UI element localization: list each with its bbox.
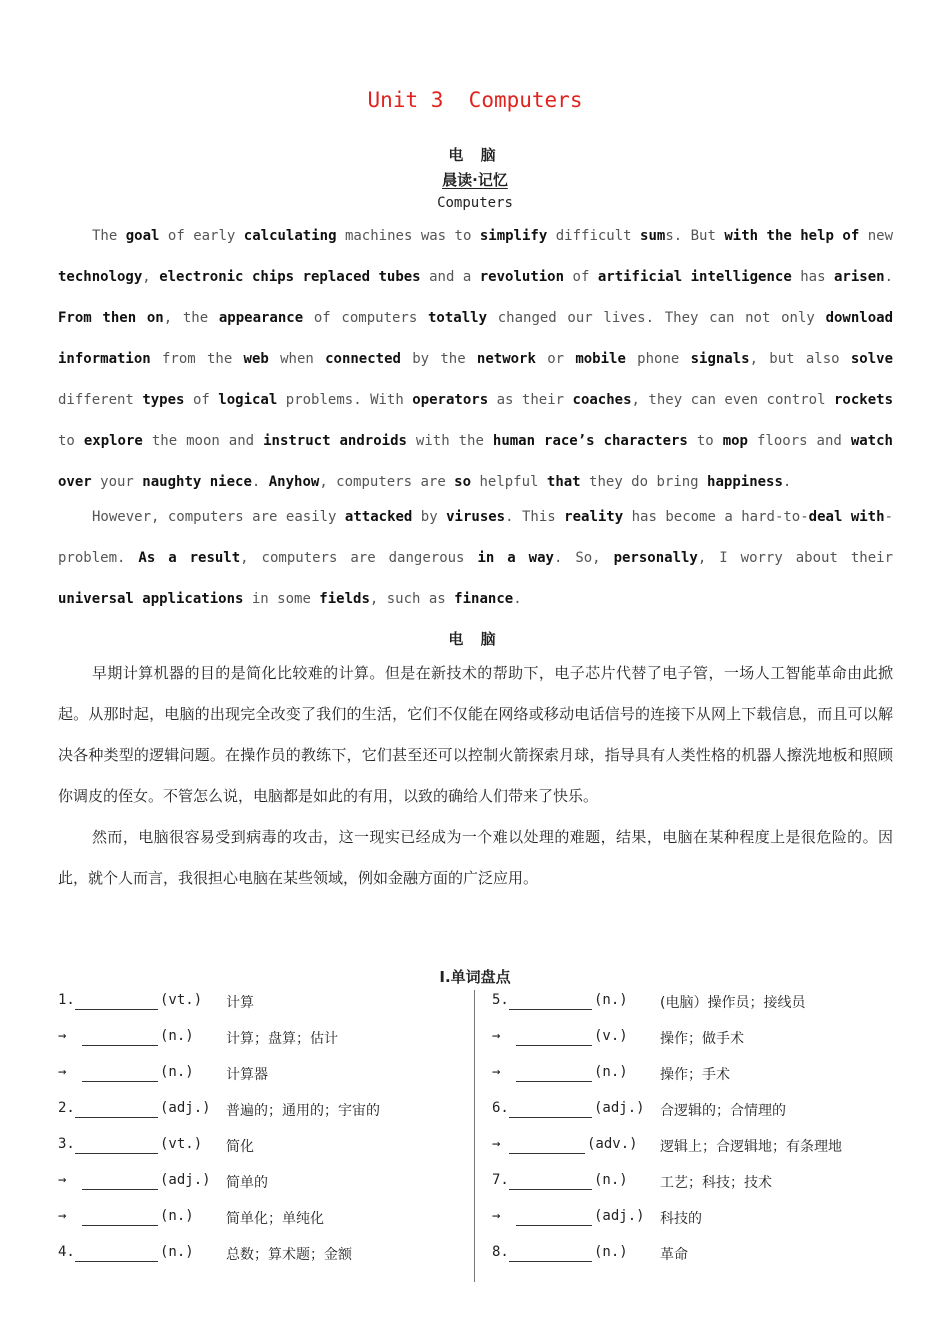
key-phrase: totally — [428, 310, 488, 326]
part-of-speech: (adj.) — [594, 1100, 645, 1116]
unit-title: Unit 3 Computers — [367, 88, 583, 112]
answer-blank[interactable] — [75, 993, 158, 1010]
key-phrase: fields — [319, 591, 370, 607]
key-phrase: that — [546, 474, 581, 490]
vocab-section-title: I.单词盘点 — [439, 968, 511, 986]
chinese-heading: 电 脑 — [448, 146, 502, 164]
key-phrase: personally — [613, 550, 698, 566]
passage-text: , but also — [749, 351, 851, 367]
key-phrase: mop — [722, 433, 748, 449]
key-phrase: mobile — [575, 351, 626, 367]
passage-text: , computers are — [319, 474, 455, 490]
key-phrase: As a result — [138, 550, 241, 566]
key-phrase: From then on — [58, 310, 164, 326]
derivative-arrow: → — [492, 1064, 501, 1080]
vocab-column-right — [492, 990, 912, 1278]
passage-text: phone — [625, 351, 691, 367]
passage-text: machines was to — [336, 228, 480, 244]
column-divider — [474, 990, 475, 1282]
passage-text: , they can even control — [631, 392, 834, 408]
answer-blank[interactable] — [509, 1173, 592, 1190]
passage-text: of — [184, 392, 219, 408]
passage-text: of computers — [303, 310, 428, 326]
passage-text: , such as — [369, 591, 455, 607]
chinese-meaning: 革命 — [660, 1247, 688, 1263]
passage-text: to — [687, 433, 723, 449]
item-number: 6. — [492, 1100, 509, 1116]
chinese-meaning: 计算器 — [226, 1067, 268, 1083]
derivative-arrow: → — [492, 1028, 501, 1044]
vocab-column-left — [58, 990, 478, 1278]
vocab-item — [492, 1242, 912, 1278]
part-of-speech: (n.) — [160, 1244, 194, 1260]
part-of-speech: (n.) — [594, 992, 628, 1008]
item-number: 5. — [492, 992, 509, 1008]
vocab-item — [492, 1170, 912, 1206]
passage-text: , computers are dangerous — [240, 550, 478, 566]
key-phrase: download — [825, 310, 893, 326]
passage-text: floors and — [748, 433, 851, 449]
passage-text: from the — [150, 351, 244, 367]
part-of-speech: (adj.) — [594, 1208, 645, 1224]
answer-blank[interactable] — [509, 1101, 592, 1118]
key-phrase: web — [243, 351, 269, 367]
part-of-speech: (v.) — [594, 1028, 628, 1044]
passage-text: new — [859, 228, 893, 244]
part-of-speech: (adj.) — [160, 1100, 211, 1116]
chinese-meaning: 操作；手术 — [660, 1067, 730, 1083]
key-phrase: revolution — [479, 269, 565, 285]
english-paragraph-2 — [58, 497, 893, 620]
vocab-item — [492, 1206, 912, 1242]
key-phrase: happiness — [707, 474, 783, 490]
english-heading: Computers — [437, 195, 513, 211]
key-phrase: deal with — [808, 509, 885, 525]
key-phrase: solve — [850, 351, 894, 367]
english-paragraph-1 — [58, 216, 893, 503]
chinese-meaning: 总数；算术题；金额 — [226, 1247, 352, 1263]
chinese-meaning: 科技的 — [660, 1211, 702, 1227]
chinese-meaning: 操作；做手术 — [660, 1031, 744, 1047]
key-phrase: types — [142, 392, 185, 408]
item-number: 3. — [58, 1136, 75, 1152]
passage-text: has — [791, 269, 834, 285]
vocab-item — [492, 990, 912, 1026]
vocab-item — [58, 1242, 478, 1278]
part-of-speech: (adj.) — [160, 1172, 211, 1188]
key-phrase: arisen — [833, 269, 885, 285]
item-number: 7. — [492, 1172, 509, 1188]
passage-text: , the — [163, 310, 219, 326]
key-phrase: information — [58, 351, 151, 367]
item-number: 1. — [58, 992, 75, 1008]
passage-text: However, computers are easily — [92, 509, 345, 525]
chinese-meaning: 普遍的；通用的；宇宙的 — [226, 1103, 380, 1119]
part-of-speech: (vt.) — [160, 992, 203, 1008]
chinese-meaning: (电脑）操作员；接线员 — [660, 995, 806, 1011]
answer-blank[interactable] — [82, 1065, 158, 1082]
passage-text: they do bring — [580, 474, 708, 490]
chinese-paragraph-2: 然而，电脑很容易受到病毒的攻击，这一现实已经成为一个难以处理的难题，结果，电脑在某种程度上是很危险的。因此，就个人而言，我很担心电脑在某些领域，例如金融方面的广泛应用。 — [58, 828, 893, 887]
chinese-meaning: 计算；盘算；估计 — [226, 1031, 338, 1047]
key-phrase: network — [476, 351, 536, 367]
key-phrase: in a way — [477, 550, 554, 566]
key-phrase: over — [58, 474, 92, 490]
vocab-item — [492, 1134, 912, 1170]
passage-text: in some — [243, 591, 320, 607]
part-of-speech: (n.) — [594, 1172, 628, 1188]
chinese-heading-2: 电 脑 — [448, 630, 502, 648]
answer-blank[interactable] — [82, 1029, 158, 1046]
derivative-arrow: → — [58, 1064, 67, 1080]
passage-text: of early — [159, 228, 244, 244]
passage-text: . — [884, 269, 893, 285]
key-phrase: human race’s characters — [492, 433, 688, 449]
vocab-item — [58, 1062, 478, 1098]
passage-text: helpful — [471, 474, 547, 490]
key-phrase: connected — [325, 351, 401, 367]
key-phrase: so — [454, 474, 472, 490]
vocab-item — [58, 1098, 478, 1134]
english-passage — [58, 216, 893, 620]
chinese-paragraph-1: 早期计算机器的目的是简化比较难的计算。但是在新技术的帮助下，电子芯片代替了电子管，一场人工智能革命由此掀起。从那时起，电脑的出现完全改变了我们的生活，它们不仅能在网络或移动电话信号的连接下从网上下载信息，而且可以解决各种类型的逻辑问题。在操作员的教练下，它们甚至还可以控制火箭探索月球，指导具有人类性格的机器人擦洗地板和照顾你调皮的侄女。不管怎么说，电脑都是如此的有用，以致的确给人们带来了快乐。 — [58, 664, 893, 805]
passage-text: , — [142, 269, 160, 285]
morning-reading-heading: 晨读·记忆 — [442, 171, 508, 189]
key-phrase: electronic chips replaced tubes — [159, 269, 421, 285]
part-of-speech: (vt.) — [160, 1136, 203, 1152]
key-phrase: operators — [412, 392, 489, 408]
answer-blank[interactable] — [509, 993, 592, 1010]
passage-text: as their — [488, 392, 573, 408]
key-phrase: signals — [690, 351, 750, 367]
answer-blank[interactable] — [516, 1029, 592, 1046]
passage-text: when — [268, 351, 326, 367]
passage-text: . So, — [553, 550, 614, 566]
passage-text: with the — [406, 433, 493, 449]
key-phrase: Anyhow — [268, 474, 320, 490]
item-number: 8. — [492, 1244, 509, 1260]
passage-text: and a — [420, 269, 480, 285]
answer-blank[interactable] — [75, 1137, 158, 1154]
key-phrase: sum — [640, 228, 666, 244]
passage-text: . — [513, 591, 522, 607]
key-phrase: appearance — [218, 310, 304, 326]
key-phrase: artificial intelligence — [597, 269, 792, 285]
key-phrase: reality — [564, 509, 624, 525]
passage-text: has become a hard-to- — [623, 509, 809, 525]
item-number: 2. — [58, 1100, 75, 1116]
passage-text: . — [782, 474, 792, 490]
key-phrase: attacked — [344, 509, 413, 525]
key-phrase: watch — [850, 433, 893, 449]
key-phrase: viruses — [446, 509, 506, 525]
chinese-meaning: 合逻辑的；合情理的 — [660, 1103, 786, 1119]
passage-text: -problem. — [58, 509, 893, 566]
vocab-item — [58, 990, 478, 1026]
part-of-speech: (n.) — [594, 1244, 628, 1260]
key-phrase: simplify — [479, 228, 548, 244]
key-phrase: finance — [454, 591, 514, 607]
vocab-item — [58, 1170, 478, 1206]
chinese-meaning: 简单化；单纯化 — [226, 1211, 324, 1227]
key-phrase: explore — [83, 433, 143, 449]
answer-blank[interactable] — [82, 1173, 158, 1190]
key-phrase: naughty niece — [142, 474, 252, 490]
vocab-item — [492, 1062, 912, 1098]
vocab-item — [58, 1134, 478, 1170]
vocab-item — [492, 1026, 912, 1062]
passage-text: of — [564, 269, 598, 285]
derivative-arrow: → — [492, 1136, 501, 1152]
passage-text: , I worry about their — [697, 550, 893, 566]
passage-text: difficult — [547, 228, 641, 244]
passage-text: the moon and — [142, 433, 264, 449]
passage-text: s. But — [665, 228, 725, 244]
chinese-meaning: 工艺；科技；技术 — [660, 1175, 772, 1191]
derivative-arrow: → — [58, 1028, 67, 1044]
passage-text: by — [412, 509, 447, 525]
part-of-speech: (n.) — [160, 1208, 194, 1224]
part-of-speech: (n.) — [594, 1064, 628, 1080]
answer-blank[interactable] — [82, 1209, 158, 1226]
passage-text: your — [91, 474, 143, 490]
part-of-speech: (adv.) — [587, 1136, 638, 1152]
key-phrase: universal applications — [58, 591, 244, 607]
derivative-arrow: → — [58, 1208, 67, 1224]
part-of-speech: (n.) — [160, 1028, 194, 1044]
passage-text: or — [535, 351, 576, 367]
passage-text: different — [58, 392, 143, 408]
passage-text: . — [251, 474, 269, 490]
chinese-meaning: 简化 — [226, 1139, 254, 1155]
key-phrase: coaches — [572, 392, 632, 408]
derivative-arrow: → — [492, 1208, 501, 1224]
item-number: 4. — [58, 1244, 75, 1260]
answer-blank[interactable] — [75, 1101, 158, 1118]
derivative-arrow: → — [58, 1172, 67, 1188]
passage-text: by the — [400, 351, 477, 367]
key-phrase: rockets — [834, 392, 894, 408]
chinese-passage — [58, 653, 893, 899]
passage-text: The — [92, 228, 126, 244]
answer-blank[interactable] — [509, 1245, 592, 1262]
vocab-item — [58, 1026, 478, 1062]
key-phrase: calculating — [243, 228, 337, 244]
key-phrase: goal — [125, 228, 160, 244]
vocab-item — [492, 1098, 912, 1134]
answer-blank[interactable] — [516, 1209, 592, 1226]
passage-text: to — [58, 433, 84, 449]
passage-text: . This — [505, 509, 565, 525]
answer-blank[interactable] — [75, 1245, 158, 1262]
chinese-meaning: 计算 — [226, 995, 254, 1011]
key-phrase: logical — [218, 392, 278, 408]
passage-text: problems. With — [277, 392, 413, 408]
key-phrase: instruct androids — [263, 433, 407, 449]
vocab-item — [58, 1206, 478, 1242]
answer-blank[interactable] — [509, 1137, 585, 1154]
part-of-speech: (n.) — [160, 1064, 194, 1080]
chinese-meaning: 逻辑上；合逻辑地；有条理地 — [660, 1139, 842, 1155]
key-phrase: with the help of — [724, 228, 860, 244]
key-phrase: technology — [58, 269, 143, 285]
chinese-meaning: 简单的 — [226, 1175, 268, 1191]
answer-blank[interactable] — [516, 1065, 592, 1082]
passage-text: changed our lives. They can not only — [487, 310, 826, 326]
